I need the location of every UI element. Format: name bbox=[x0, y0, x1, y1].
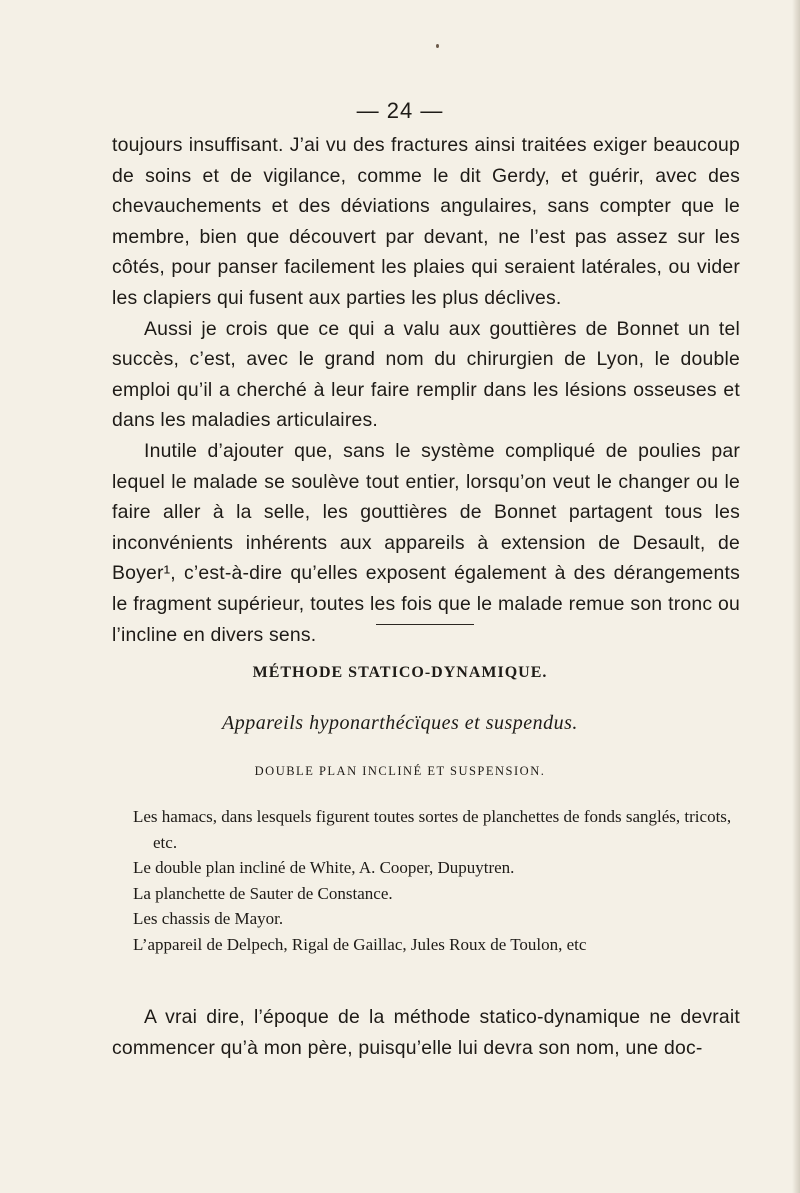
paragraph-2: Aussi je crois que ce qui a valu aux gouttières de Bonnet un tel succès, c’est, avec le grand nom du chirurgien de Lyon, le double emploi qu’il a cherché à leur faire remplir dans les lésions osseuses et dans les maladies articulaires. bbox=[112, 317, 740, 432]
section-title: MÉTHODE STATICO-DYNAMIQUE. bbox=[252, 664, 548, 681]
list-item: Les chassis de Mayor. bbox=[133, 909, 284, 928]
page-edge-shadow bbox=[792, 0, 800, 1193]
list-item: Le double plan incliné de White, A. Cooper, Dupuytren. bbox=[133, 858, 515, 877]
section-subtitle: Appareils hyponarthécïques et suspendus. bbox=[222, 712, 578, 734]
section-heading: DOUBLE PLAN INCLINÉ ET SUSPENSION. bbox=[254, 764, 546, 778]
paragraph-3: Inutile d’ajouter que, sans le système compliqué de poulies par lequel le malade se soulève tout entier, lorsqu’on veut le changer ou le faire aller à la selle, les gouttières de Bonnet partagent tous les inconvénients inhérents aux appareils à extension de Desault, de Boyer¹, c’est-à-dire qu’elles exposent également à des dérangements le fragment supérieur, toutes les fois que le malade remue son tronc ou l’incline en divers sens. bbox=[112, 439, 740, 646]
list-item: L’appareil de Delpech, Rigal de Gaillac, Jules Roux de Toulon, etc bbox=[133, 934, 587, 954]
section-divider bbox=[376, 624, 474, 625]
paragraph-1: toujours insuffisant. J’ai vu des fractures ainsi traitées exiger beaucoup de soins et de vigilance, comme le dit Gerdy, et guérir, avec des chevauchements et des déviations angulaires, sans compter que le membre, bien que découvert par devant, ne l’est pas assez sur les côtés, pour panser facilement les plaies qui seraient latérales, ou vider les clapiers qui fusent aux parties les plus déclives. bbox=[112, 134, 740, 309]
body-text bbox=[112, 130, 740, 650]
list-item: La planchette de Sauter de Constance. bbox=[133, 883, 393, 903]
ink-speck bbox=[436, 44, 439, 48]
list-item: Les hamacs, dans lesquels figurent toutes sortes de planchettes de fonds sanglés, tricots, etc. bbox=[133, 807, 732, 852]
closing-text bbox=[112, 1002, 740, 1063]
page-number: — 24 — bbox=[356, 98, 444, 123]
closing-paragraph: A vrai dire, l’époque de la méthode statico-dynamique ne devrait commencer qu’à mon père, puisqu’elle lui devra son nom, une doc- bbox=[112, 1006, 740, 1059]
device-list bbox=[133, 804, 743, 957]
